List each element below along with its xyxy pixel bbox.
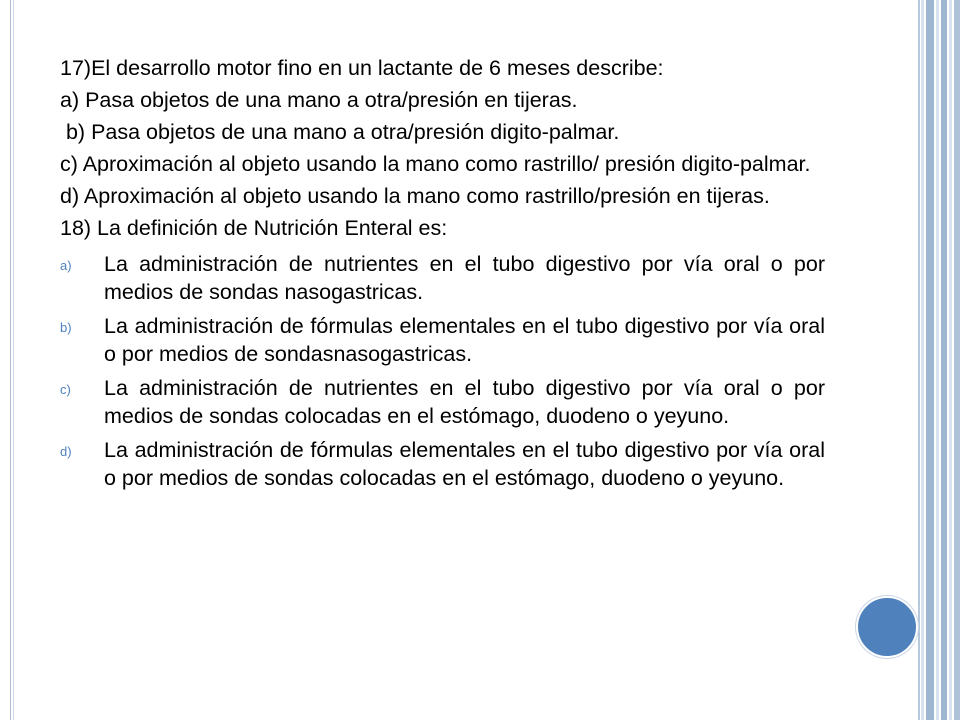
list-item bbox=[60, 250, 825, 306]
list-marker: a) bbox=[60, 258, 72, 273]
q18-option-d: La administración de fórmulas elementales en el tubo digestivo por vía oral o por medios de sondas colocadas en el estómago, duodeno o yeyuno. bbox=[104, 438, 825, 490]
decorative-circle bbox=[856, 596, 918, 658]
stripe bbox=[936, 0, 939, 720]
question-18: 18) La definición de Nutrición Enteral es: bbox=[60, 216, 448, 240]
q17-option-b: b) Pasa objetos de una mano a otra/presión digito-palmar. bbox=[60, 120, 620, 144]
stripe bbox=[921, 0, 924, 720]
question-17: 17)El desarrollo motor fino en un lactante de 6 meses describe: bbox=[60, 56, 664, 80]
slide-content bbox=[60, 54, 825, 498]
left-border bbox=[0, 0, 14, 720]
stripe bbox=[954, 0, 960, 720]
q18-option-c: La administración de nutrientes en el tubo digestivo por vía oral o por medios de sondas colocadas en el estómago, duodeno o yeyuno. bbox=[104, 376, 825, 428]
list-marker: d) bbox=[60, 444, 72, 459]
q18-option-b: La administración de fórmulas elementales en el tubo digestivo por vía oral o por medios de sondasnasogastricas. bbox=[104, 314, 825, 366]
list-item bbox=[60, 436, 825, 492]
stripe bbox=[949, 0, 952, 720]
stripe bbox=[941, 0, 947, 720]
q17-option-a: a) Pasa objetos de una mano a otra/presión en tijeras. bbox=[60, 88, 578, 112]
left-border-line bbox=[13, 0, 14, 720]
q18-option-a: La administración de nutrientes en el tubo digestivo por vía oral o por medios de sondas nasogastricas. bbox=[104, 252, 825, 304]
list-item bbox=[60, 312, 825, 368]
right-decorative-stripes bbox=[918, 0, 960, 720]
q18-options-list bbox=[60, 250, 825, 492]
q17-option-d: d) Aproximación al objeto usando la mano como rastrillo/presión en tijeras. bbox=[60, 184, 770, 208]
list-item bbox=[60, 374, 825, 430]
list-marker: b) bbox=[60, 320, 72, 335]
stripe bbox=[918, 0, 920, 720]
stripe bbox=[926, 0, 934, 720]
list-marker: c) bbox=[60, 382, 71, 397]
left-border-line bbox=[10, 0, 11, 720]
q17-option-c: c) Aproximación al objeto usando la mano como rastrillo/ presión digito-palmar. bbox=[60, 152, 811, 176]
